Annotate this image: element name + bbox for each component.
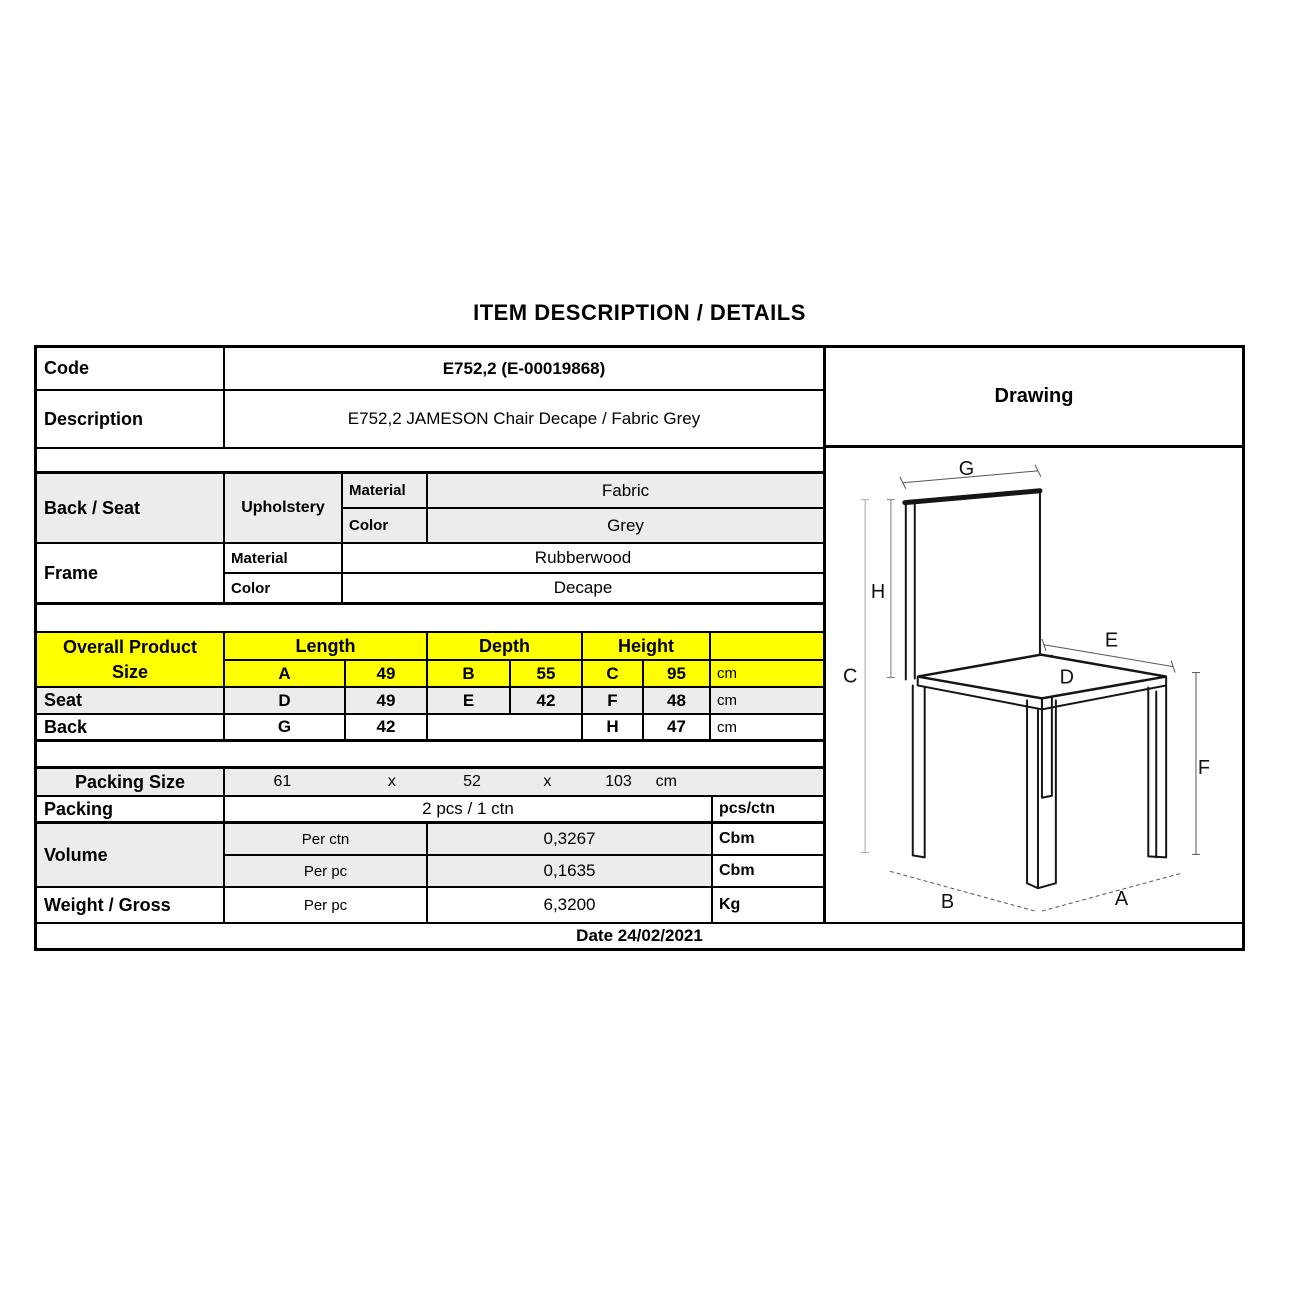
overall-product-size-label bbox=[37, 633, 225, 686]
per-ctn-label: Per ctn bbox=[225, 824, 428, 854]
weight-label: Weight / Gross bbox=[37, 888, 225, 922]
frame-material-label: Material bbox=[225, 544, 343, 572]
dim-label-f: F bbox=[1197, 756, 1210, 779]
back-empty-cell bbox=[428, 715, 583, 739]
chair-back-top-edge bbox=[905, 491, 1040, 503]
weight-value: 6,3200 bbox=[428, 888, 713, 922]
overall-values-row bbox=[225, 661, 823, 686]
volume-per-pc-unit: Cbm bbox=[713, 856, 823, 886]
weight-unit: Kg bbox=[719, 896, 741, 913]
dim-label-b: B bbox=[940, 891, 955, 914]
volume-per-ctn-unit: Cbm bbox=[713, 824, 823, 854]
frame-material-row bbox=[225, 544, 823, 574]
frame-block bbox=[37, 544, 823, 605]
size-header-subtable bbox=[225, 633, 823, 686]
spacer-row bbox=[37, 605, 823, 633]
dim-value-h: 47 bbox=[644, 715, 711, 739]
code-value: E752,2 (E-00019868) bbox=[442, 358, 606, 378]
seat-row bbox=[37, 688, 823, 715]
dim-letter-c: C bbox=[583, 661, 644, 686]
spacer-row bbox=[37, 449, 823, 474]
packing-label: Packing bbox=[37, 797, 225, 821]
frame-label: Frame bbox=[37, 544, 225, 602]
date-value: Date 24/02/2021 bbox=[576, 926, 703, 945]
dim-value-b: 55 bbox=[511, 661, 583, 686]
volume-per-pc-row bbox=[225, 856, 823, 886]
dim-label-c: C bbox=[842, 665, 858, 688]
drawing-header: Drawing bbox=[826, 348, 1242, 448]
unit-header-empty bbox=[711, 633, 823, 659]
description-label: Description bbox=[37, 391, 225, 447]
back-unit: cm bbox=[717, 718, 737, 736]
back-label: Back bbox=[37, 715, 225, 739]
volume-per-ctn-row bbox=[225, 824, 823, 856]
dim-label-d: D bbox=[1059, 666, 1074, 689]
frame-color-label: Color bbox=[225, 574, 343, 602]
per-pc-label: Per pc bbox=[225, 856, 428, 886]
dim-line-a bbox=[1042, 873, 1181, 911]
packing-unit: pcs/ctn bbox=[719, 800, 776, 817]
dim-label-e: E bbox=[1104, 629, 1119, 652]
code-label: Code bbox=[37, 348, 225, 389]
packing-size-token: x bbox=[543, 773, 552, 790]
upholstery-label: Upholstery bbox=[225, 474, 343, 542]
packing-size-token: 52 bbox=[463, 773, 481, 790]
drawing-body bbox=[826, 448, 1242, 919]
dim-value-a: 49 bbox=[346, 661, 428, 686]
upholstery-color-value: Grey bbox=[607, 515, 644, 535]
dim-value-g: 42 bbox=[346, 715, 428, 739]
volume-block bbox=[37, 824, 823, 888]
details-pane bbox=[37, 348, 826, 922]
back-seat-block bbox=[37, 474, 823, 544]
chair-outline bbox=[905, 491, 1166, 888]
dim-letter-f: F bbox=[583, 688, 644, 713]
description-value: E752,2 JAMESON Chair Decape / Fabric Grey bbox=[347, 409, 701, 428]
seat-unit: cm bbox=[717, 692, 737, 709]
description-row bbox=[37, 391, 823, 449]
volume-label: Volume bbox=[37, 824, 225, 886]
color-label: Color bbox=[343, 509, 428, 542]
overall-product-line1: Overall Product bbox=[62, 636, 198, 657]
overall-product-line2: Size bbox=[111, 661, 149, 682]
upholstery-color-row bbox=[343, 509, 823, 542]
seat-label: Seat bbox=[37, 688, 225, 713]
packing-size-label: Packing Size bbox=[37, 769, 225, 795]
dim-label-a: A bbox=[1114, 888, 1129, 911]
dim-letter-g: G bbox=[225, 715, 346, 739]
date-row bbox=[37, 922, 1242, 948]
page-title: ITEM DESCRIPTION / DETAILS bbox=[473, 300, 806, 325]
packing-value: 2 pcs / 1 ctn bbox=[225, 797, 713, 821]
packing-size-token: cm bbox=[655, 773, 677, 790]
depth-header: Depth bbox=[428, 633, 583, 659]
volume-per-pc-value: 0,1635 bbox=[428, 856, 713, 886]
drawing-pane bbox=[826, 348, 1242, 922]
frame-color-row bbox=[225, 574, 823, 602]
packing-size-token: 61 bbox=[273, 773, 292, 790]
spec-table bbox=[34, 345, 1245, 951]
dim-letter-a: A bbox=[225, 661, 346, 686]
packing-row bbox=[37, 797, 823, 824]
frame-color-value: Decape bbox=[553, 578, 613, 597]
dim-value-d: 49 bbox=[346, 688, 428, 713]
packing-size-value bbox=[225, 769, 823, 795]
upholstery-material-value: Fabric bbox=[601, 480, 650, 500]
frame-material-value: Rubberwood bbox=[534, 548, 632, 567]
upholstery-material-row bbox=[343, 474, 823, 509]
height-header: Height bbox=[583, 633, 711, 659]
dim-letter-e: E bbox=[428, 688, 511, 713]
overall-unit: cm bbox=[717, 665, 737, 682]
size-group-header-row bbox=[225, 633, 823, 661]
upholstery-subtable bbox=[343, 474, 823, 542]
dim-line-b bbox=[890, 871, 1035, 914]
dim-value-f: 48 bbox=[644, 688, 711, 713]
dim-letter-b: B bbox=[428, 661, 511, 686]
frame-subtable bbox=[225, 544, 823, 602]
dim-value-e: 42 bbox=[511, 688, 583, 713]
chair-back-panel bbox=[906, 491, 1040, 680]
dim-letter-d: D bbox=[225, 688, 346, 713]
packing-size-row bbox=[37, 769, 823, 797]
chair-right-leg bbox=[1148, 686, 1166, 857]
chair-left-leg bbox=[913, 685, 925, 857]
volume-subtable bbox=[225, 824, 823, 886]
packing-size-token: x bbox=[387, 773, 396, 790]
length-header: Length bbox=[225, 633, 428, 659]
spacer-row bbox=[37, 742, 823, 769]
dim-value-c: 95 bbox=[644, 661, 711, 686]
dim-label-g: G bbox=[958, 457, 975, 480]
dim-label-h: H bbox=[870, 581, 886, 604]
material-label: Material bbox=[343, 474, 428, 507]
size-header-block bbox=[37, 633, 823, 688]
weight-row bbox=[37, 888, 823, 922]
weight-per-label: Per pc bbox=[225, 888, 428, 922]
chair-drawing-svg bbox=[826, 448, 1242, 919]
volume-per-ctn-value: 0,3267 bbox=[428, 824, 713, 854]
code-row bbox=[37, 348, 823, 391]
back-seat-label: Back / Seat bbox=[37, 474, 225, 542]
packing-size-token: 103 bbox=[605, 773, 632, 790]
back-row bbox=[37, 715, 823, 742]
dim-letter-h: H bbox=[583, 715, 644, 739]
